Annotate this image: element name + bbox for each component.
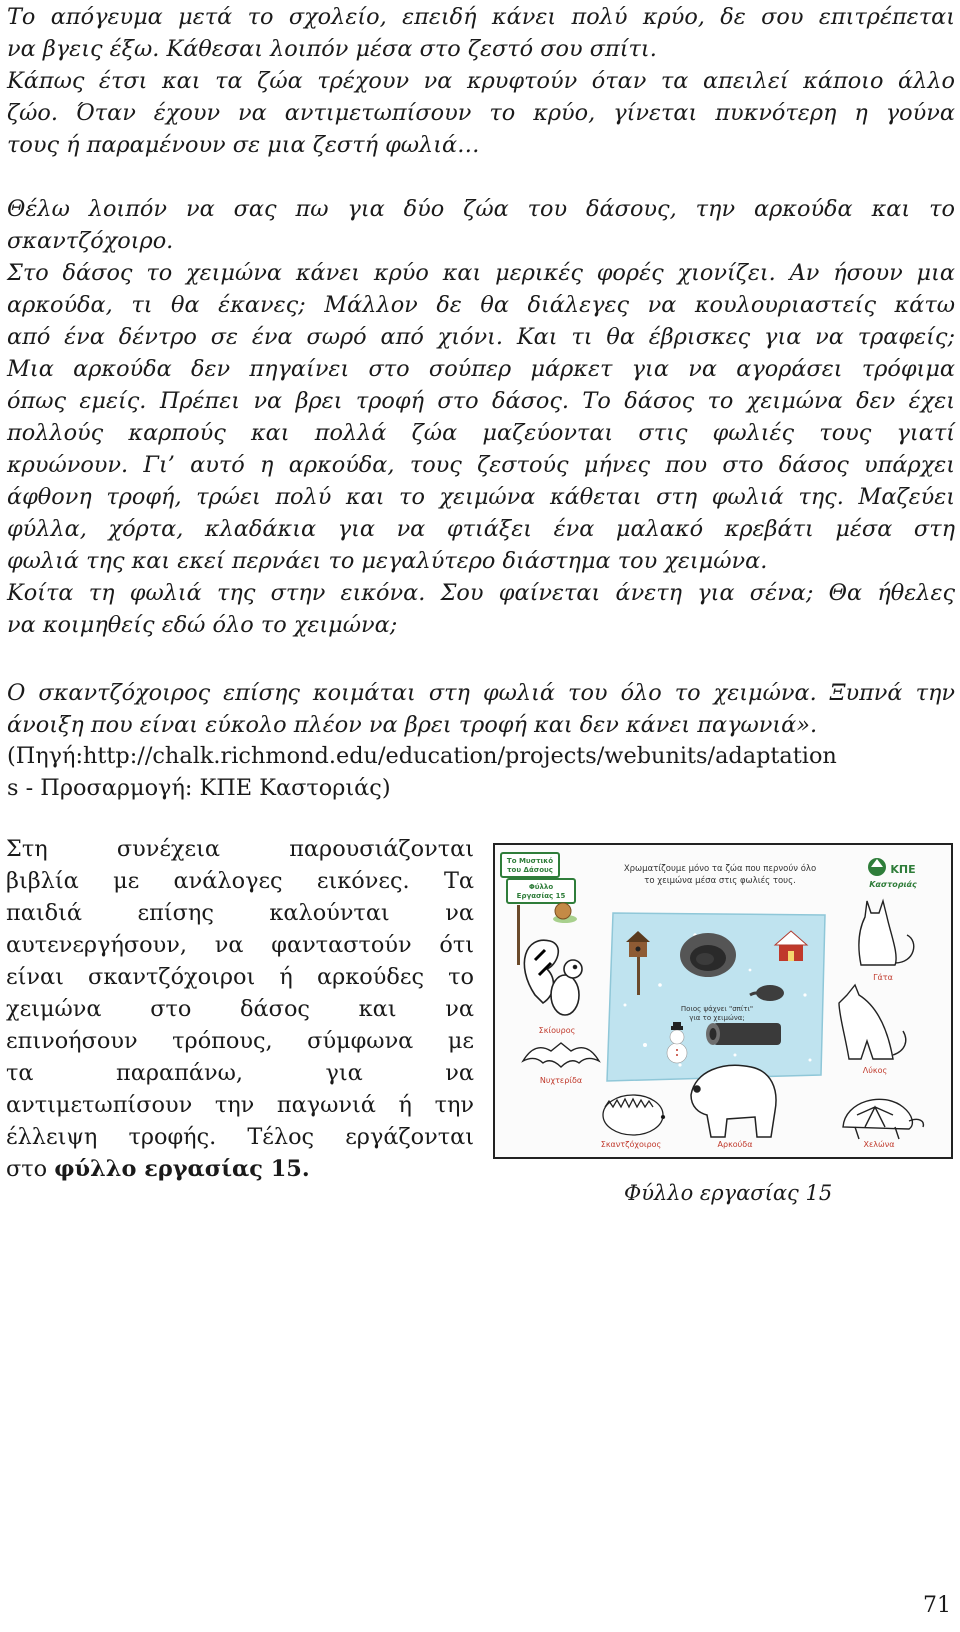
label-hedgehog: Σκαντζόχοιρος [600, 1140, 662, 1149]
squirrel-icon [524, 940, 582, 1015]
figure-caption: Φύλλο εργασίας 15 [624, 1181, 833, 1205]
speech-line-2: για το χειμώνα; [689, 1014, 745, 1022]
kpe-logo [868, 858, 917, 889]
bear-line: φύλλα, χόρτα, κλαδάκια για να φτιάξει ένα μαλακό κρεβάτι μέσα στη [7, 516, 955, 542]
activity-description [6, 833, 474, 1185]
source-line: (Πηγή:http://chalk.richmond.edu/education/projects/webunits/adaptation [7, 743, 837, 769]
wolf-icon [839, 985, 906, 1059]
activity-line: αυτενεργήσουν, να φανταστούν ότι [6, 932, 474, 958]
intro-line: Κάπως έτσι και τα ζώα τρέχουν να κρυφτούν όταν τα απειλεί κάποιο άλλο [7, 68, 955, 94]
logo-text: ΚΠΕ [890, 863, 916, 876]
bear-line: Κοίτα τη φωλιά της στην εικόνα. Σου φαίνεται άνετη για σένα; Θα ήθελες [7, 580, 955, 606]
hedgehog-paragraph [7, 677, 955, 741]
activity-line: βιβλία με ανάλογες εικόνες. Τα [6, 868, 474, 894]
worksheet-illustration [495, 845, 951, 1157]
bear-line: Μια αρκούδα δεν πηγαίνει στο σούπερ μάρκετ για να αγοράσει τρόφιμα [7, 356, 955, 382]
sign-line-3: Φύλλο [528, 883, 554, 891]
activity-line: χειμώνα στο δάσος και να [6, 996, 474, 1022]
activity-last-line: στο φύλλο εργασίας 15. [6, 1156, 310, 1182]
intro-line: να βγεις έξω. Κάθεσαι λοιπόν μέσα στο ζεστό σου σπίτι. [7, 36, 657, 62]
label-wolf: Λύκος [862, 1066, 888, 1075]
bear-line: κρυώνουν. Γι’ αυτό η αρκούδα, τους ζεστούς μήνες που στο δάσος υπάρχει [7, 452, 955, 478]
turtle-icon [843, 1099, 923, 1139]
instruction-line-1: Χρωματίζουμε μόνο τα ζώα που περνούν όλο [623, 864, 817, 874]
log-icon [706, 1023, 781, 1045]
instruction-line-2: το χειμώνα μέσα στις φωλιές τους. [644, 876, 796, 886]
hedgehog-line: άνοιξη που είναι εύκολο πλέον να βρει τροφή και δεν κάνει παγωνιά». [7, 712, 818, 738]
activity-line: είναι σκαντζόχοιροι ή αρκούδες το [6, 964, 474, 990]
bear-paragraph [7, 193, 955, 641]
source-line: s - Προσαρμογή: ΚΠΕ Καστοριάς) [7, 775, 391, 801]
bear-line: από ένα δέντρο σε ένα σωρό από χιόνι. Και τι θα έβρισκες για να τραφείς; [7, 324, 955, 350]
bear-line: πολλούς καρπούς και πολλά ζώα μαζεύονται στις φωλιές τους γιατί [7, 420, 955, 446]
activity-line: έλλειψη τροφής. Τέλος εργάζονται [6, 1124, 474, 1150]
label-turtle: Χελώνα [863, 1140, 895, 1149]
speech-line-1: Ποιος ψάχνει "σπίτι" [680, 1005, 754, 1013]
label-cat: Γάτα [873, 973, 893, 982]
source-citation [7, 740, 955, 804]
bear-line: όπως εμείς. Πρέπει να βρει τροφή στο δάσος. Το δάσος το χειμώνα δεν έχει [7, 388, 955, 414]
logo-subtext: Καστοριάς [869, 880, 917, 889]
intro-paragraph [7, 1, 955, 161]
activity-line: παιδιά επίσης καλούνται να [6, 900, 474, 926]
bear-line: σκαντζόχοιρο. [7, 228, 174, 254]
hedgehog-icon [603, 1095, 665, 1135]
worksheet-image [493, 843, 953, 1159]
bear-line: να κοιμηθείς εδώ όλο το χειμώνα; [7, 612, 398, 638]
sign-line-1: Το Μυστικό [506, 857, 554, 865]
page-number: 71 [923, 1593, 951, 1618]
intro-line: ζώο. Όταν έχουν να αντιμετωπίσουν το κρύο, γίνεται πυκνότερη η γούνα [7, 100, 955, 126]
hedgehog-line: Ο σκαντζόχοιρος επίσης κοιμάται στη φωλιά του όλο το χειμώνα. Ξυπνά την [7, 680, 955, 706]
activity-line: τα παραπάνω, για να [6, 1060, 474, 1086]
label-bear: Αρκούδα [717, 1140, 753, 1149]
intro-line: τους ή παραμένουν σε μια ζεστή φωλιά… [7, 132, 480, 158]
bat-icon [523, 1043, 599, 1067]
activity-line: Στη συνέχεια παρουσιάζονται [6, 836, 474, 862]
bear-den-icon [680, 933, 736, 977]
intro-line: Το απόγευμα μετά το σχολείο, επειδή κάνει πολύ κρύο, δε σου επιτρέπεται [7, 4, 955, 30]
worksheet-reference: φύλλο εργασίας 15. [54, 1156, 310, 1182]
activity-line: αντιμετωπίσουν την παγωνιά ή την [6, 1092, 474, 1118]
activity-line: επινοήσουν τρόπους, σύμφωνα με [6, 1028, 474, 1054]
label-squirrel: Σκίουρος [538, 1026, 576, 1035]
sign-line-4: Εργασίας 15 [516, 892, 566, 900]
bear-line: Θέλω λοιπόν να σας πω για δύο ζώα του δάσους, την αρκούδα και το [7, 196, 955, 222]
bear-line: φωλιά της και εκεί περνάει το μεγαλύτερο διάστημα του χειμώνα. [7, 548, 768, 574]
bear-line: αρκούδα, τι θα έκανες; Μάλλον δε θα διάλεγες να κουλουριαστείς κάτω [7, 292, 955, 318]
snow-scene [607, 913, 825, 1081]
bear-line: Στο δάσος το χειμώνα κάνει κρύο και μερικές φορές χιονίζει. Αν ήσουν μια [7, 260, 955, 286]
cat-icon [859, 901, 914, 965]
bear-line: άφθονη τροφή, τρώει πολύ και το χειμώνα κάθεται στη φωλιά της. Μαζεύει [7, 484, 955, 510]
snail-icon [553, 903, 577, 923]
label-bat: Νυχτερίδα [539, 1076, 583, 1085]
bear-icon [691, 1065, 776, 1137]
sign-line-2: του Δάσους [507, 866, 553, 874]
